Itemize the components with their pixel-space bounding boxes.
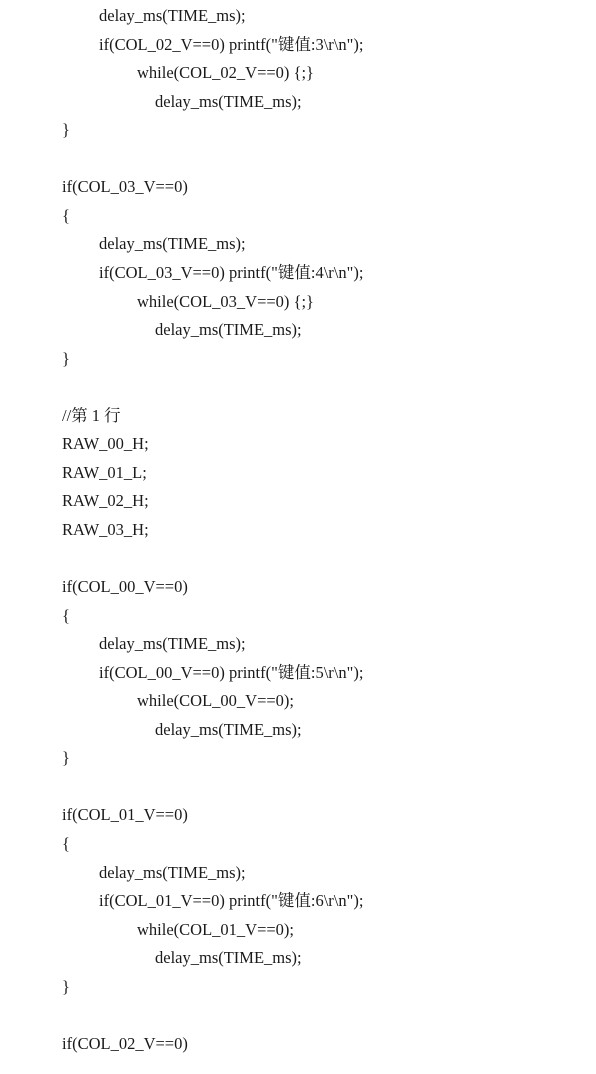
code-line: if(COL_01_V==0) [62,805,188,825]
code-line: } [62,348,70,368]
code-line: while(COL_02_V==0) {;} [137,63,314,83]
code-line: while(COL_01_V==0); [137,919,295,939]
code-line: //第 1 行 [62,405,121,425]
code-line: delay_ms(TIME_ms); [99,6,246,25]
code-line: if(COL_02_V==0) printf("键值:3\r\n"); [99,34,364,54]
code-line: { [62,205,70,225]
code-line: RAW_03_H; [62,519,149,539]
code-line: if(COL_00_V==0) printf("键值:5\r\n"); [99,662,364,682]
code-line: { [62,834,70,853]
code-line: if(COL_03_V==0) [62,177,188,197]
code-line: delay_ms(TIME_ms); [99,862,246,882]
code-line: } [62,120,70,140]
code-line: if(COL_01_V==0) printf("键值:6\r\n"); [99,891,364,911]
code-line: while(COL_03_V==0) {;} [137,291,314,311]
code-line: if(COL_03_V==0) printf("键值:4\r\n"); [99,262,364,282]
code-line: { [62,605,70,625]
code-line: if(COL_00_V==0) [62,577,188,596]
code-line: delay_ms(TIME_ms); [99,234,246,254]
code-line: delay_ms(TIME_ms); [155,719,302,739]
code-line: RAW_01_L; [62,462,147,482]
code-line: delay_ms(TIME_ms); [155,948,302,968]
code-line: delay_ms(TIME_ms); [155,320,302,340]
code-line: RAW_00_H; [62,434,149,454]
code-line: delay_ms(TIME_ms); [155,91,302,111]
code-line: if(COL_02_V==0) [62,1033,188,1053]
code-line: } [62,748,70,768]
code-line: while(COL_00_V==0); [137,691,295,711]
code-line: } [62,976,70,996]
code-line: RAW_02_H; [62,491,149,511]
code-line: delay_ms(TIME_ms); [99,634,246,654]
